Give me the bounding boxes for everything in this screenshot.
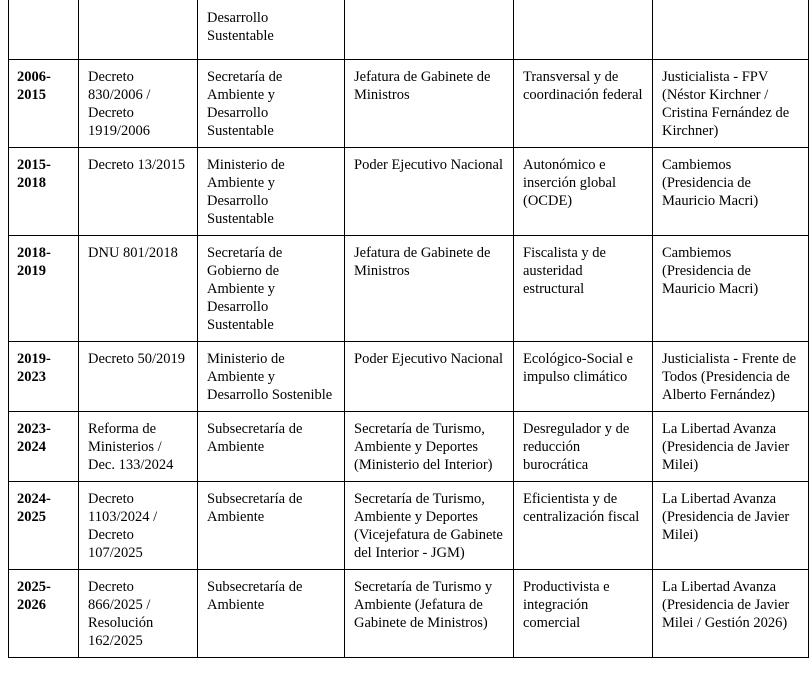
period-cell (9, 60, 79, 148)
norm-cell (79, 0, 198, 60)
norm-cell (79, 412, 198, 482)
norm-cell (79, 570, 198, 658)
norm-text: Decreto 830/2006 / Decreto 1919/2006 (88, 69, 151, 139)
political-text: La Libertad Avanza (Presidencia de Javier Milei) (662, 421, 790, 473)
political-cell (653, 236, 809, 342)
dependency-cell (345, 0, 514, 60)
political-text: Justicialista - Frente de Todos (Presidencia de Alberto Fernández) (662, 351, 797, 403)
period-text: 2006-2015 (17, 69, 51, 103)
dependency-text: Jefatura de Gabinete de Ministros (354, 245, 491, 279)
norm-text: Decreto 1103/2024 / Decreto 107/2025 (88, 491, 158, 561)
dependency-text: Secretaría de Turismo, Ambiente y Deportes (Ministerio del Interior) (354, 421, 493, 473)
period-cell (9, 342, 79, 412)
model-text: Transversal y de coordinación federal (523, 69, 643, 103)
political-text: Justicialista - FPV (Néstor Kirchner / Cristina Fernández de Kirchner) (662, 69, 790, 139)
organism-text: Desarrollo Sustentable (207, 10, 274, 44)
dependency-text: Secretaría de Turismo y Ambiente (Jefatura de Gabinete de Ministros) (354, 579, 493, 631)
organism-cell (198, 482, 345, 570)
norm-text: Reforma de Ministerios / Dec. 133/2024 (88, 421, 174, 473)
period-text: 2025-2026 (17, 579, 51, 613)
organism-cell (198, 412, 345, 482)
dependency-text: Poder Ejecutivo Nacional (354, 351, 503, 367)
organism-text: Ministerio de Ambiente y Desarrollo Sustentable (207, 157, 285, 227)
dependency-cell (345, 412, 514, 482)
table-row (9, 236, 809, 342)
period-cell (9, 0, 79, 60)
political-cell (653, 412, 809, 482)
organism-cell (198, 148, 345, 236)
period-cell (9, 236, 79, 342)
norm-text: DNU 801/2018 (88, 245, 178, 261)
model-text: Eficientista y de centralización fiscal (523, 491, 640, 525)
dependency-cell (345, 570, 514, 658)
dependency-cell (345, 482, 514, 570)
organism-cell (198, 0, 345, 60)
organism-text: Secretaría de Ambiente y Desarrollo Sustentable (207, 69, 283, 139)
model-cell (514, 148, 653, 236)
period-text: 2015-2018 (17, 157, 51, 191)
model-cell (514, 60, 653, 148)
model-cell (514, 482, 653, 570)
table-row (9, 482, 809, 570)
organism-text: Secretaría de Gobierno de Ambiente y Desarrollo Sustentable (207, 245, 283, 333)
model-text: Desregulador y de reducción burocrática (523, 421, 630, 473)
organism-text: Subsecretaría de Ambiente (207, 421, 303, 455)
organism-text: Subsecretaría de Ambiente (207, 579, 303, 613)
table-row (9, 148, 809, 236)
organism-cell (198, 236, 345, 342)
period-cell (9, 570, 79, 658)
organism-text: Subsecretaría de Ambiente (207, 491, 303, 525)
model-cell (514, 570, 653, 658)
model-text: Fiscalista y de austeridad estructural (523, 245, 606, 297)
norm-cell (79, 342, 198, 412)
period-cell (9, 482, 79, 570)
norm-text: Decreto 50/2019 (88, 351, 186, 367)
organism-cell (198, 60, 345, 148)
organism-cell (198, 342, 345, 412)
model-cell (514, 0, 653, 60)
political-cell (653, 60, 809, 148)
model-cell (514, 412, 653, 482)
political-text: La Libertad Avanza (Presidencia de Javier Milei) (662, 491, 790, 543)
period-text: 2019-2023 (17, 351, 51, 385)
organism-cell (198, 570, 345, 658)
dependency-text: Secretaría de Turismo, Ambiente y Deportes (Vicejefatura de Gabinete del Interior - JGM) (354, 491, 503, 561)
period-text: 2018-2019 (17, 245, 51, 279)
dependency-text: Jefatura de Gabinete de Ministros (354, 69, 491, 103)
model-text: Ecológico-Social e impulso climático (523, 351, 633, 385)
political-cell (653, 342, 809, 412)
table-row (9, 342, 809, 412)
norm-text: Decreto 13/2015 (88, 157, 186, 173)
table-row (9, 412, 809, 482)
norm-cell (79, 482, 198, 570)
period-cell (9, 148, 79, 236)
political-cell (653, 482, 809, 570)
political-cell (653, 148, 809, 236)
organism-text: Ministerio de Ambiente y Desarrollo Sostenible (207, 351, 333, 403)
norm-cell (79, 60, 198, 148)
model-cell (514, 236, 653, 342)
political-cell (653, 570, 809, 658)
model-text: Autonómico e inserción global (OCDE) (523, 157, 617, 209)
period-text: 2024-2025 (17, 491, 51, 525)
table-row (9, 0, 809, 60)
dependency-cell (345, 236, 514, 342)
dependency-cell (345, 342, 514, 412)
political-text: Cambiemos (Presidencia de Mauricio Macri) (662, 245, 759, 297)
political-cell (653, 0, 809, 60)
table-row (9, 60, 809, 148)
norm-cell (79, 148, 198, 236)
model-text: Productivista e integración comercial (523, 579, 610, 631)
model-cell (514, 342, 653, 412)
norm-cell (79, 236, 198, 342)
dependency-cell (345, 148, 514, 236)
dependency-cell (345, 60, 514, 148)
period-text: 2023-2024 (17, 421, 51, 455)
environmental-governance-table (8, 0, 809, 658)
period-cell (9, 412, 79, 482)
table-row (9, 570, 809, 658)
norm-text: Decreto 866/2025 / Resolución 162/2025 (88, 579, 154, 649)
political-text: La Libertad Avanza (Presidencia de Javier Milei / Gestión 2026) (662, 579, 790, 631)
dependency-text: Poder Ejecutivo Nacional (354, 157, 503, 173)
political-text: Cambiemos (Presidencia de Mauricio Macri) (662, 157, 759, 209)
